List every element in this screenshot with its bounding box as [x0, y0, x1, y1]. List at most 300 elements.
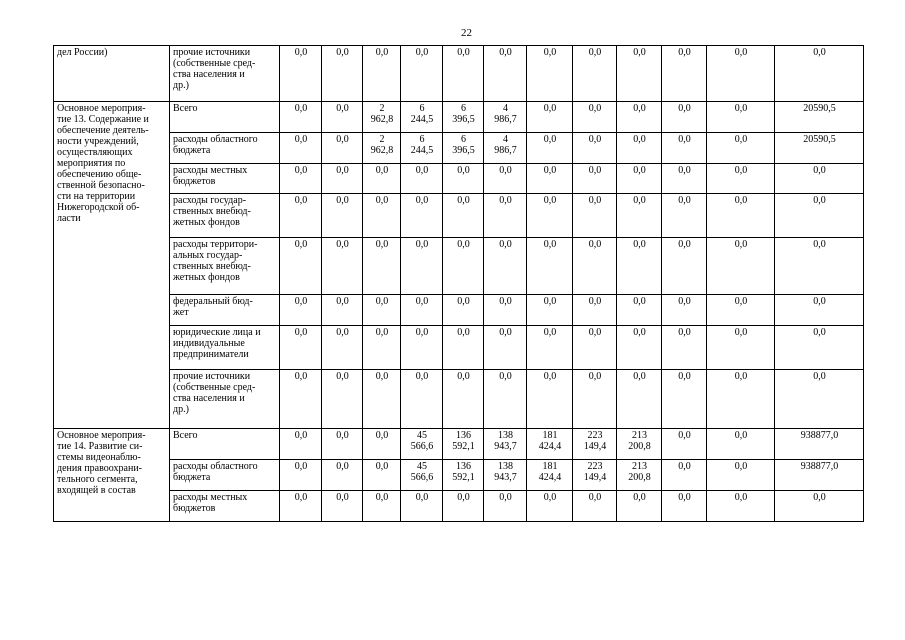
funding-source-line: расходы областного: [173, 461, 258, 472]
value-line: 424,4: [538, 441, 562, 452]
year-value-cell: [280, 133, 322, 164]
measure-name-line: Нижегородской об-: [57, 202, 140, 213]
year-value-cell: [662, 429, 707, 460]
funding-source-line: расходы областного: [173, 134, 258, 145]
value-line: 0,0: [294, 165, 308, 176]
measure-name-line: осуществляющих: [57, 147, 133, 158]
value-line: 0,0: [543, 371, 557, 382]
value-line: 136: [456, 430, 471, 441]
year-value-cell: [484, 491, 527, 522]
year-value-cell: [401, 46, 443, 102]
value-line: 0,0: [588, 195, 602, 206]
value-line: 0,0: [415, 296, 429, 307]
value-line: 0,0: [734, 492, 748, 503]
value-line: 0,0: [633, 103, 646, 114]
year-value-cell: [573, 133, 617, 164]
year-value-cell: [322, 460, 363, 491]
value-line: 0,0: [336, 461, 349, 472]
year-value-cell: [322, 429, 363, 460]
value-line: 0,0: [294, 327, 308, 338]
value-line: 0,0: [678, 103, 691, 114]
measure-name-cell: [54, 102, 170, 429]
year-value-cell: [322, 238, 363, 295]
year-value-cell: [401, 460, 443, 491]
year-value-cell: [322, 326, 363, 370]
value-line: 0,0: [734, 165, 748, 176]
measure-name-line: ласти: [57, 213, 81, 224]
year-value-cell: [527, 295, 573, 326]
value-line: 566,6: [410, 441, 434, 452]
measure-name-line: Основное мероприя-: [57, 430, 146, 441]
year-value-cell: [707, 429, 775, 460]
funding-source-line: ства населения и: [173, 393, 245, 404]
value-line: 0,0: [457, 47, 470, 58]
year-value-cell: [322, 133, 363, 164]
year-value-cell: [573, 194, 617, 238]
year-value-cell: [280, 370, 322, 429]
year-value-cell: [707, 194, 775, 238]
year-value-cell: [707, 133, 775, 164]
year-value-cell: [443, 238, 484, 295]
year-value-cell: [662, 326, 707, 370]
year-value-cell: [484, 194, 527, 238]
funding-source-line: Всего: [173, 430, 198, 441]
value-line: 244,5: [410, 114, 434, 125]
value-line: 986,7: [494, 145, 517, 156]
funding-source-line: (собственные сред-: [173, 58, 256, 69]
year-value-cell: [363, 194, 401, 238]
value-line: 0,0: [588, 327, 602, 338]
measure-name-line: входящей в состав: [57, 485, 136, 496]
funding-source-line: др.): [173, 404, 189, 415]
value-line: 0,0: [734, 195, 748, 206]
value-line: 0,0: [415, 371, 429, 382]
year-value-cell: [443, 429, 484, 460]
value-line: 0,0: [375, 296, 389, 307]
value-line: 0,0: [457, 165, 470, 176]
year-value-cell: [527, 164, 573, 194]
funding-source-line: жет: [173, 307, 189, 318]
value-line: 0,0: [457, 296, 470, 307]
year-value-cell: [573, 46, 617, 102]
table-row: [54, 326, 864, 370]
year-value-cell: [617, 295, 662, 326]
value-line: 149,4: [583, 472, 607, 483]
value-line: 6: [461, 103, 466, 114]
year-value-cell: [573, 491, 617, 522]
value-line: 4: [503, 103, 508, 114]
year-value-cell: [573, 460, 617, 491]
value-line: 0,0: [375, 165, 389, 176]
value-line: 0,0: [336, 239, 349, 250]
year-value-cell: [443, 102, 484, 133]
year-value-cell: [573, 295, 617, 326]
year-value-cell: [662, 194, 707, 238]
value-line: 0,0: [543, 103, 557, 114]
value-line: 0,0: [678, 165, 691, 176]
year-value-cell: [662, 460, 707, 491]
value-line: 0,0: [415, 327, 429, 338]
year-value-cell: [527, 133, 573, 164]
funding-source-line: прочие источники: [173, 47, 251, 58]
funding-source-cell: [170, 194, 280, 238]
measure-name-line: дения правоохрани-: [57, 463, 142, 474]
value-line: 0,0: [457, 239, 470, 250]
value-line: 0,0: [813, 492, 826, 503]
funding-source-line: ственных внебюд-: [173, 261, 251, 272]
year-value-cell: [401, 164, 443, 194]
year-value-cell: [617, 460, 662, 491]
year-value-cell: [280, 460, 322, 491]
year-value-cell: [527, 429, 573, 460]
year-value-cell: [401, 370, 443, 429]
table-row: [54, 46, 864, 102]
funding-source-cell: [170, 429, 280, 460]
value-line: 0,0: [588, 134, 602, 145]
year-value-cell: [617, 326, 662, 370]
value-line: 0,0: [633, 492, 646, 503]
year-value-cell: [401, 429, 443, 460]
value-line: 0,0: [294, 134, 308, 145]
year-value-cell: [363, 102, 401, 133]
year-value-cell: [662, 238, 707, 295]
value-line: 0,0: [375, 47, 389, 58]
year-value-cell: [401, 102, 443, 133]
value-line: 0,0: [543, 165, 557, 176]
value-line: 0,0: [813, 327, 826, 338]
year-value-cell: [280, 429, 322, 460]
value-line: 213: [632, 461, 647, 472]
value-line: 0,0: [415, 195, 429, 206]
value-line: 4: [503, 134, 508, 145]
value-line: 0,0: [543, 134, 557, 145]
total-value-cell: [775, 491, 864, 522]
funding-source-line: Всего: [173, 103, 198, 114]
value-line: 0,0: [678, 492, 691, 503]
total-value-cell: [775, 295, 864, 326]
year-value-cell: [484, 460, 527, 491]
year-value-cell: [527, 491, 573, 522]
value-line: 0,0: [543, 47, 557, 58]
value-line: 0,0: [734, 103, 748, 114]
year-value-cell: [363, 164, 401, 194]
value-line: 0,0: [375, 430, 389, 441]
funding-source-line: жетных фондов: [173, 217, 240, 228]
year-value-cell: [322, 370, 363, 429]
value-line: 0,0: [588, 239, 602, 250]
value-line: 138: [498, 461, 513, 472]
year-value-cell: [617, 370, 662, 429]
year-value-cell: [707, 46, 775, 102]
funding-source-line: расходы местных: [173, 492, 248, 503]
value-line: 0,0: [588, 492, 602, 503]
funding-source-line: альных госудap-: [173, 250, 243, 261]
year-value-cell: [322, 194, 363, 238]
value-line: 0,0: [294, 103, 308, 114]
value-line: 592,1: [452, 472, 475, 483]
funding-source-line: бюджетов: [173, 176, 216, 187]
value-line: 0,0: [678, 327, 691, 338]
value-line: 6: [461, 134, 466, 145]
year-value-cell: [363, 429, 401, 460]
total-value-cell: [775, 102, 864, 133]
year-value-cell: [573, 326, 617, 370]
value-line: 223: [587, 461, 603, 472]
funding-source-line: др.): [173, 80, 189, 91]
funding-source-cell: [170, 326, 280, 370]
funding-source-cell: [170, 46, 280, 102]
year-value-cell: [527, 46, 573, 102]
value-line: 0,0: [813, 296, 826, 307]
year-value-cell: [707, 370, 775, 429]
value-line: 0,0: [678, 296, 691, 307]
value-line: 0,0: [633, 371, 646, 382]
table-row: [54, 460, 864, 491]
value-line: 0,0: [678, 195, 691, 206]
value-line: 0,0: [678, 47, 691, 58]
year-value-cell: [363, 491, 401, 522]
total-value-cell: [775, 460, 864, 491]
year-value-cell: [443, 460, 484, 491]
table-row: [54, 491, 864, 522]
total-value-cell: [775, 133, 864, 164]
value-line: 0,0: [457, 492, 470, 503]
table-row: [54, 164, 864, 194]
year-value-cell: [617, 133, 662, 164]
year-value-cell: [401, 491, 443, 522]
value-line: 0,0: [678, 239, 691, 250]
measure-name-line: тие 14. Развитие си-: [57, 441, 143, 452]
year-value-cell: [443, 133, 484, 164]
value-line: 0,0: [415, 239, 429, 250]
table-row: [54, 133, 864, 164]
value-line: 0,0: [633, 195, 646, 206]
funding-source-line: бюджетов: [173, 503, 216, 514]
value-line: 0,0: [813, 165, 826, 176]
value-line: 0,0: [457, 371, 470, 382]
year-value-cell: [707, 326, 775, 370]
value-line: 181: [542, 461, 558, 472]
value-line: 962,8: [370, 145, 394, 156]
value-line: 396,5: [452, 114, 475, 125]
value-line: 45: [417, 430, 427, 441]
table-row: [54, 370, 864, 429]
table-row: [54, 295, 864, 326]
funding-source-line: (собственные сред-: [173, 382, 256, 393]
funding-source-line: жетных фондов: [173, 272, 240, 283]
funding-source-cell: [170, 238, 280, 295]
year-value-cell: [280, 102, 322, 133]
year-value-cell: [280, 326, 322, 370]
table-row: [54, 194, 864, 238]
measure-name-line: обеспечение деятель-: [57, 125, 149, 136]
year-value-cell: [443, 46, 484, 102]
year-value-cell: [322, 102, 363, 133]
value-line: 0,0: [678, 461, 691, 472]
value-line: 396,5: [452, 145, 475, 156]
year-value-cell: [484, 429, 527, 460]
value-line: 592,1: [452, 441, 475, 452]
year-value-cell: [527, 460, 573, 491]
value-line: 0,0: [588, 165, 602, 176]
measure-name-line: ственной безопасно-: [57, 180, 145, 191]
year-value-cell: [401, 194, 443, 238]
value-line: 0,0: [734, 430, 748, 441]
value-line: 0,0: [633, 296, 646, 307]
funding-source-cell: [170, 460, 280, 491]
measure-name-line: дел России): [57, 47, 108, 58]
value-line: 0,0: [588, 103, 602, 114]
year-value-cell: [401, 295, 443, 326]
value-line: 0,0: [734, 239, 748, 250]
value-line: 0,0: [375, 327, 389, 338]
year-value-cell: [662, 370, 707, 429]
year-value-cell: [573, 238, 617, 295]
funding-source-cell: [170, 164, 280, 194]
total-value-cell: [775, 46, 864, 102]
year-value-cell: [527, 238, 573, 295]
total-value-cell: [775, 194, 864, 238]
year-value-cell: [363, 370, 401, 429]
year-value-cell: [443, 326, 484, 370]
funding-source-line: федеральный бюд-: [173, 296, 253, 307]
year-value-cell: [662, 133, 707, 164]
value-line: 0,0: [499, 371, 512, 382]
value-line: 244,5: [410, 145, 434, 156]
measure-name-cell: [54, 429, 170, 522]
page-number: 22: [461, 27, 472, 39]
year-value-cell: [280, 164, 322, 194]
funding-source-cell: [170, 491, 280, 522]
value-line: 938877,0: [800, 430, 839, 441]
value-line: 0,0: [415, 47, 429, 58]
value-line: 2: [379, 134, 385, 145]
value-line: 0,0: [813, 47, 826, 58]
year-value-cell: [484, 295, 527, 326]
value-line: 0,0: [813, 371, 826, 382]
year-value-cell: [707, 460, 775, 491]
funding-source-cell: [170, 295, 280, 326]
year-value-cell: [401, 133, 443, 164]
value-line: 20590,5: [803, 134, 836, 145]
value-line: 0,0: [633, 165, 646, 176]
value-line: 0,0: [813, 195, 826, 206]
value-line: 0,0: [499, 165, 512, 176]
value-line: 0,0: [415, 492, 429, 503]
funding-source-line: расходы местных: [173, 165, 248, 176]
funding-source-line: предприниматели: [173, 349, 249, 360]
year-value-cell: [707, 238, 775, 295]
year-value-cell: [617, 46, 662, 102]
value-line: 0,0: [457, 327, 470, 338]
value-line: 0,0: [294, 239, 308, 250]
value-line: 0,0: [375, 492, 389, 503]
value-line: 0,0: [588, 371, 602, 382]
value-line: 181: [542, 430, 558, 441]
value-line: 20590,5: [803, 103, 836, 114]
year-value-cell: [443, 194, 484, 238]
year-value-cell: [280, 46, 322, 102]
value-line: 0,0: [633, 134, 646, 145]
value-line: 0,0: [336, 47, 349, 58]
year-value-cell: [707, 491, 775, 522]
year-value-cell: [662, 295, 707, 326]
funding-source-cell: [170, 102, 280, 133]
year-value-cell: [401, 326, 443, 370]
funding-source-line: индивидуальные: [173, 338, 245, 349]
table-row: [54, 429, 864, 460]
value-line: 962,8: [370, 114, 394, 125]
value-line: 6: [419, 134, 425, 145]
year-value-cell: [401, 238, 443, 295]
year-value-cell: [573, 370, 617, 429]
measure-name-line: стемы видеонаблю-: [57, 452, 141, 463]
year-value-cell: [662, 102, 707, 133]
total-value-cell: [775, 429, 864, 460]
value-line: 0,0: [543, 296, 557, 307]
year-value-cell: [443, 491, 484, 522]
funding-source-line: бюджета: [173, 472, 211, 483]
measure-name-line: обеспечению обще-: [57, 169, 142, 180]
value-line: 0,0: [336, 296, 349, 307]
value-line: 223: [587, 430, 603, 441]
year-value-cell: [363, 326, 401, 370]
year-value-cell: [707, 295, 775, 326]
value-line: 0,0: [457, 195, 470, 206]
value-line: 0,0: [336, 165, 349, 176]
value-line: 943,7: [494, 441, 517, 452]
value-line: 200,8: [628, 472, 651, 483]
value-line: 566,6: [410, 472, 434, 483]
year-value-cell: [322, 491, 363, 522]
year-value-cell: [484, 164, 527, 194]
measure-name-line: мероприятия по: [57, 158, 126, 169]
value-line: 0,0: [375, 195, 389, 206]
value-line: 0,0: [633, 239, 646, 250]
value-line: 0,0: [543, 195, 557, 206]
year-value-cell: [280, 238, 322, 295]
year-value-cell: [617, 238, 662, 295]
value-line: 0,0: [734, 47, 748, 58]
year-value-cell: [484, 326, 527, 370]
value-line: 0,0: [499, 296, 512, 307]
year-value-cell: [484, 102, 527, 133]
year-value-cell: [662, 164, 707, 194]
value-line: 0,0: [734, 134, 748, 145]
year-value-cell: [617, 429, 662, 460]
table-row: [54, 238, 864, 295]
year-value-cell: [484, 238, 527, 295]
value-line: 0,0: [294, 371, 308, 382]
year-value-cell: [573, 102, 617, 133]
measure-name-line: Основное мероприя-: [57, 103, 146, 114]
value-line: 0,0: [734, 461, 748, 472]
funding-source-line: юридические лица и: [173, 327, 261, 338]
value-line: 0,0: [588, 47, 602, 58]
year-value-cell: [363, 238, 401, 295]
value-line: 0,0: [336, 492, 349, 503]
value-line: 0,0: [588, 296, 602, 307]
value-line: 0,0: [294, 47, 308, 58]
value-line: 943,7: [494, 472, 517, 483]
value-line: 136: [456, 461, 471, 472]
year-value-cell: [443, 164, 484, 194]
value-line: 0,0: [294, 461, 308, 472]
value-line: 986,7: [494, 114, 517, 125]
value-line: 0,0: [336, 134, 349, 145]
year-value-cell: [363, 460, 401, 491]
value-line: 200,8: [628, 441, 651, 452]
